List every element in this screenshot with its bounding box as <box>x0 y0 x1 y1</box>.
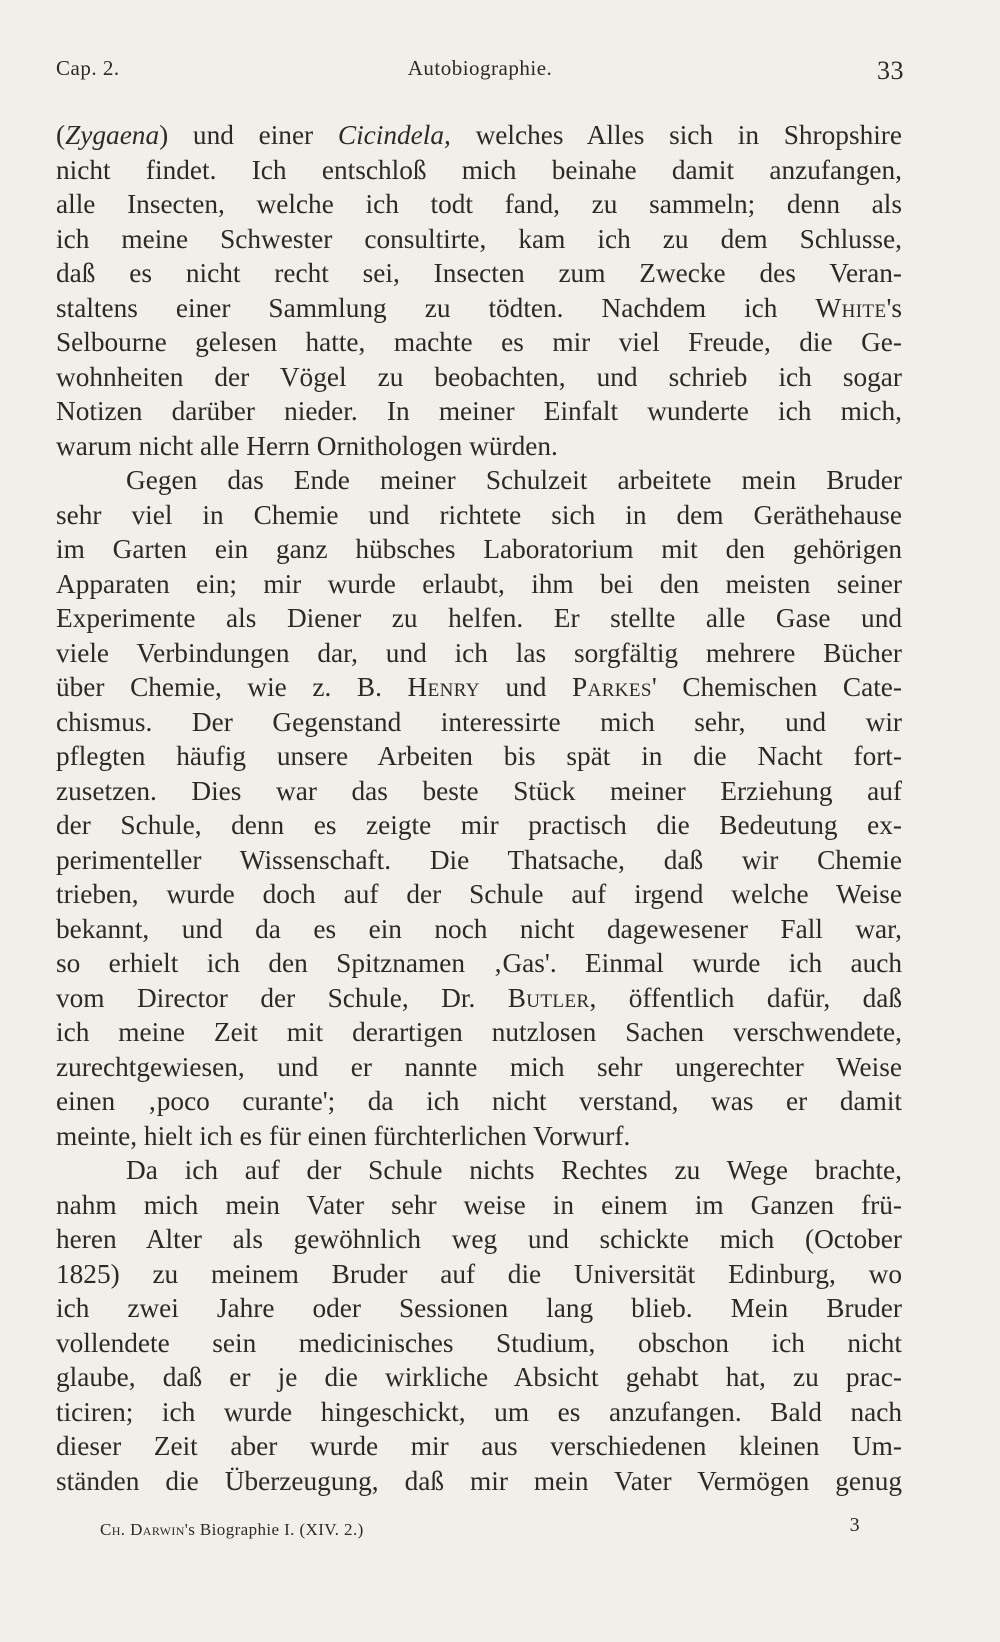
small-caps-name: Butler <box>507 982 590 1013</box>
text-line: sehr viel in Chemie und richtete sich in dem Geräthehause <box>56 499 902 530</box>
text-line: vom Director der Schule, Dr. Butler, öffentlich dafür, daß <box>56 982 902 1013</box>
text-line: Selbourne gelesen hatte, machte es mir viel Freude, die Ge- <box>56 327 902 357</box>
text-line: warum nicht alle Herrn Ornithologen würden. <box>56 430 558 461</box>
text-line: zurechtgewiesen, und er nannte mich sehr ungerechter Weise <box>56 1051 902 1082</box>
text-line: chismus. Der Gegenstand interessirte mich sehr, und wir <box>56 706 902 737</box>
text-line: 1825) zu meinem Bruder auf die Universität Edinburg, wo <box>56 1258 902 1289</box>
text-line: daß es nicht recht sei, Insecten zum Zwecke des Veran- <box>56 258 902 288</box>
text-line: der Schule, denn es zeigte mir practisch die Bedeutung ex- <box>56 810 902 840</box>
text-line: (Zygaena) und einer Cicindela, welches Alles sich in Shropshire <box>56 120 903 150</box>
text-line: meinte, hielt ich es für einen fürchterlichen Vorwurf. <box>56 1120 631 1151</box>
text-line: ständen die Überzeugung, daß mir mein Vater Vermögen genug <box>56 1465 902 1496</box>
italic-term: Zygaena <box>65 120 160 150</box>
text-line: nicht findet. Ich entschloß mich beinahe damit anzufangen, <box>56 154 902 185</box>
signature-mark: 3 <box>849 1514 860 1536</box>
paragraph-first-line: Gegen das Ende meiner Schulzeit arbeitete mein Bruder <box>126 465 902 495</box>
small-caps-name: Parkes <box>572 672 652 702</box>
text-line: so erhielt ich den Spitznamen ‚Gas'. Einmal wurde ich auch <box>56 948 902 978</box>
text-line: Notizen darüber nieder. In meiner Einfalt wunderte ich mich, <box>56 396 902 426</box>
text-line: nahm mich mein Vater sehr weise in einem im Ganzen frü- <box>56 1189 902 1220</box>
text-line: pflegten häufig unsere Arbeiten bis spät in die Nacht fort- <box>56 741 902 771</box>
small-caps-name: White <box>815 292 887 323</box>
text-line: bekannt, und da es ein noch nicht dagewesener Fall war, <box>56 913 902 944</box>
text-line: staltens einer Sammlung zu tödten. Nachdem ich White's <box>56 292 902 323</box>
paragraph-first-line: Da ich auf der Schule nichts Rechtes zu Wege brachte, <box>126 1155 902 1185</box>
text-line: dieser Zeit aber wurde mir aus verschiedenen kleinen Um- <box>56 1431 902 1461</box>
italic-term: Cicindela, <box>337 120 451 150</box>
chapter-label: Cap. 2. <box>56 56 120 80</box>
text-line: ich meine Schwester consultirte, kam ich zu dem Schlusse, <box>56 223 902 254</box>
text-line: über Chemie, wie z. B. Henry und Parkes' Chemischen Cate- <box>56 672 903 702</box>
text-line: ich zwei Jahre oder Sessionen lang blieb. Mein Bruder <box>56 1293 902 1323</box>
text-line: ticiren; ich wurde hingeschickt, um es anzufangen. Bald nach <box>56 1396 902 1427</box>
page-footer <box>100 1514 860 1548</box>
small-caps-name: Henry <box>407 672 480 702</box>
text-line: im Garten ein ganz hübsches Laboratorium mit den gehörigen <box>56 534 902 564</box>
text-line: viele Verbindungen dar, und ich las sorgfältig mehrere Bücher <box>56 637 902 668</box>
text-line: ich meine Zeit mit derartigen nutzlosen Sachen verschwendete, <box>56 1017 902 1047</box>
small-caps-name: Darwin <box>130 1520 185 1539</box>
text-line: glaube, daß er je die wirkliche Absicht gehabt hat, zu prac- <box>56 1362 902 1392</box>
text-line: zusetzen. Dies war das beste Stück meiner Erziehung auf <box>56 775 902 806</box>
footer-imprint: Ch. Darwin's Biographie I. (XIV. 2.) <box>100 1520 364 1539</box>
text-line: wohnheiten der Vögel zu beobachten, und schrieb ich sogar <box>56 361 902 392</box>
text-line: vollendete sein medicinisches Studium, obschon ich nicht <box>56 1327 902 1358</box>
text-line: heren Alter als gewöhnlich weg und schickte mich (October <box>56 1224 902 1254</box>
text-line: perimenteller Wissenschaft. Die Thatsache, daß wir Chemie <box>56 844 902 875</box>
running-header <box>56 56 904 90</box>
page-body <box>56 118 902 1498</box>
text-line: Experimente als Diener zu helfen. Er stellte alle Gase und <box>56 603 902 633</box>
running-title: Autobiographie. <box>407 56 553 80</box>
text-line: Apparaten ein; mir wurde erlaubt, ihm bei den meisten seiner <box>56 568 902 599</box>
text-line: trieben, wurde doch auf der Schule auf irgend welche Weise <box>56 879 902 909</box>
text-line: einen ‚poco curante'; da ich nicht verstand, was er damit <box>56 1086 902 1116</box>
page-number: 33 <box>877 56 904 85</box>
text-line: alle Insecten, welche ich todt fand, zu sammeln; denn als <box>56 189 902 219</box>
